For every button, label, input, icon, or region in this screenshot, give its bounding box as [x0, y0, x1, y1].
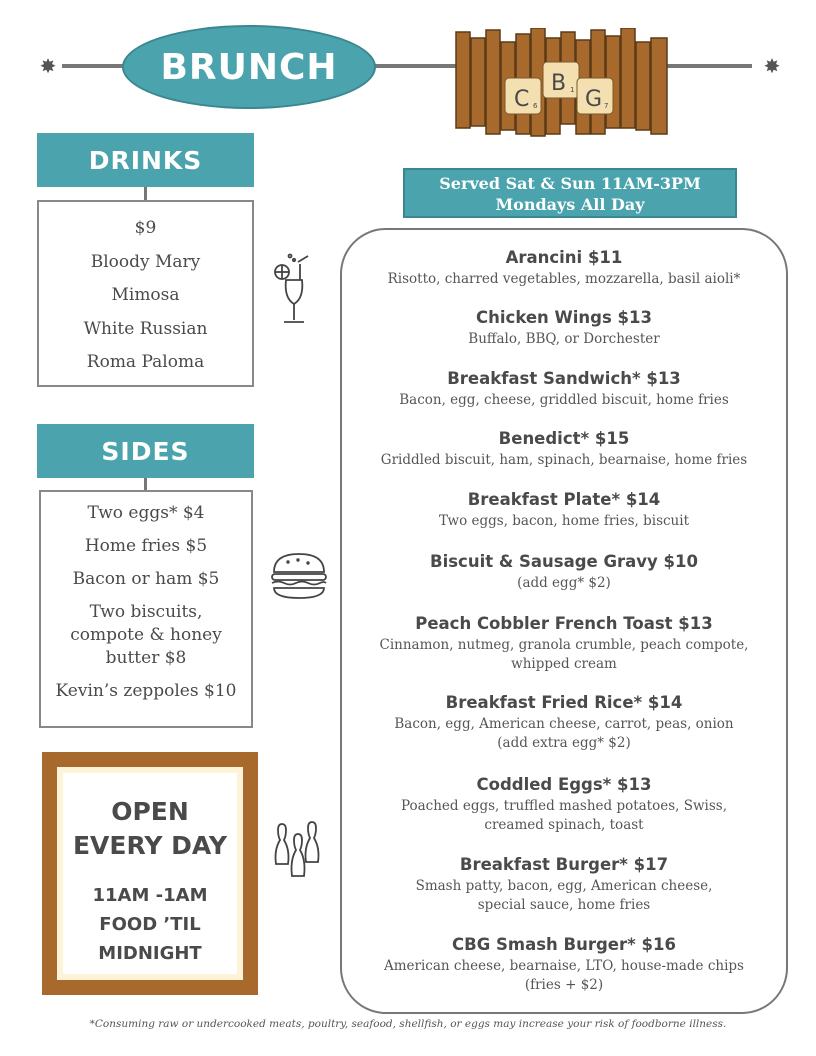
menu-item [342, 369, 786, 410]
menu-item-desc: Cinnamon, nutmeg, granola crumble, peach compote, whipped cream [379, 637, 749, 672]
midnight-text: MIDNIGHT [98, 943, 202, 964]
served-weekend: Served Sat & Sun 11AM-3PM [439, 174, 701, 193]
menu-item [342, 490, 786, 531]
food-safety-disclaimer: *Consuming raw or undercooked meats, poultry, seafood, shellfish, or eggs may increase your risk of foodborne illness. [89, 1018, 727, 1030]
drink-item: White Russian [83, 318, 208, 339]
drink-item: Mimosa [111, 285, 180, 305]
menu-item [342, 855, 786, 915]
page-title: BRUNCH [160, 46, 338, 88]
menu-item-title: Arancini $11 [505, 248, 623, 267]
side-item: Two biscuits, compote & honey butter $8 [70, 602, 222, 668]
menu-item-desc: (add egg* $2) [517, 575, 611, 591]
menu-item-desc: Bacon, egg, cheese, griddled biscuit, home fries [399, 392, 729, 408]
hours-text: 11AM -1AM [92, 885, 208, 906]
open-label: OPEN [111, 797, 189, 826]
tile-letter-c: C [514, 87, 530, 112]
drinks-list [37, 200, 254, 387]
menu-item-title: Breakfast Plate* $14 [467, 490, 661, 509]
burger-icon [268, 550, 330, 602]
brunch-menu [340, 228, 788, 1014]
served-monday: Mondays All Day [495, 195, 645, 214]
sides-list [39, 490, 253, 728]
side-item: Two eggs* $4 [87, 503, 205, 523]
drink-item: Bloody Mary [90, 251, 201, 272]
menu-item-title: Breakfast Fried Rice* $14 [445, 693, 683, 712]
open-every-day-sign [42, 752, 258, 995]
menu-item-title: Biscuit & Sausage Gravy $10 [430, 552, 698, 571]
tile-letter-b: B [551, 71, 567, 96]
tile-score-c: 6 [533, 102, 538, 110]
menu-item-title: Breakfast Burger* $17 [459, 855, 669, 874]
menu-item-desc: Poached eggs, truffled mashed potatoes, Swiss, creamed spinach, toast [400, 798, 728, 833]
side-item: Home fries $5 [84, 536, 208, 556]
tile-score-g: 7 [604, 102, 609, 110]
tile-score-b: 1 [570, 86, 575, 94]
menu-item [342, 248, 786, 289]
every-day-label: EVERY DAY [72, 831, 227, 860]
menu-item [342, 614, 786, 674]
brunch-banner [122, 25, 376, 109]
drinks-heading: DRINKS [88, 145, 203, 175]
menu-item-title: Peach Cobbler French Toast $13 [415, 614, 713, 633]
side-item: Bacon or ham $5 [72, 569, 220, 589]
menu-item-desc: Griddled biscuit, ham, spinach, bearnaise, home fries [380, 452, 748, 468]
menu-item [342, 308, 786, 349]
food-until-text: FOOD ’TIL [99, 914, 201, 935]
side-item: Kevin’s zeppoles $10 [55, 681, 237, 701]
bowling-pins-icon [268, 818, 330, 882]
drinks-price: $9 [134, 218, 157, 238]
menu-item-desc: Two eggs, bacon, home fries, biscuit [439, 513, 689, 529]
menu-item-desc: American cheese, bearnaise, LTO, house-made chips (fries + $2) [384, 958, 744, 993]
sides-heading: SIDES [101, 436, 190, 466]
sides-heading-box [37, 424, 254, 478]
menu-item-desc: Buffalo, BBQ, or Dorchester [468, 331, 660, 347]
drink-item: Roma Paloma [86, 352, 205, 372]
served-hours-banner [403, 168, 737, 218]
menu-item-title: Coddled Eggs* $13 [476, 775, 652, 794]
cocktail-icon [270, 252, 320, 332]
menu-item-desc: Risotto, charred vegetables, mozzarella, basil aioli* [387, 271, 741, 287]
menu-item-title: Breakfast Sandwich* $13 [447, 369, 681, 388]
starburst-left-icon: ✸ [39, 54, 57, 78]
menu-item [342, 775, 786, 835]
menu-item [342, 429, 786, 470]
cbg-logo [453, 28, 673, 138]
menu-item [342, 935, 786, 995]
tile-letter-g: G [585, 87, 603, 112]
menu-item-desc: Bacon, egg, American cheese, carrot, peas, onion (add extra egg* $2) [394, 716, 734, 751]
drinks-heading-box [37, 133, 254, 187]
menu-item-title: CBG Smash Burger* $16 [452, 935, 676, 954]
menu-item-desc: Smash patty, bacon, egg, American cheese, special sauce, home fries [415, 878, 713, 913]
menu-item [342, 693, 786, 753]
menu-item [342, 552, 786, 593]
drinks-connector [144, 187, 147, 201]
starburst-right-icon: ✸ [763, 54, 781, 78]
menu-item-title: Benedict* $15 [498, 429, 630, 448]
menu-item-title: Chicken Wings $13 [476, 308, 652, 327]
